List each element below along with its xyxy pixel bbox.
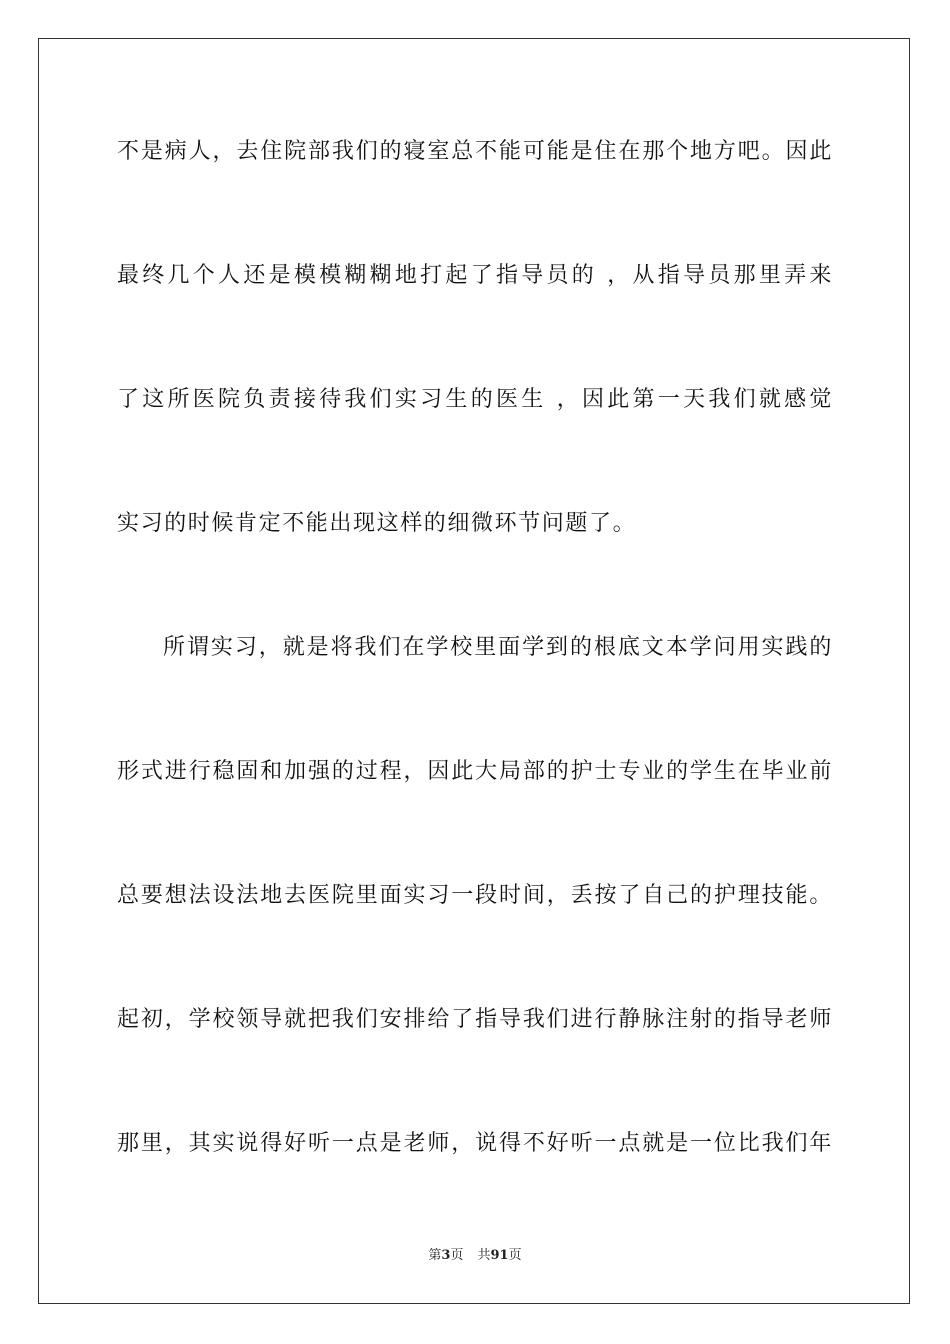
paragraph-line-3: 了这所医院负责接待我们实习生的医生 ，因此第一天我们就感觉 (117, 387, 833, 412)
page-prefix: 第 (428, 1248, 442, 1263)
paragraph-line-8: 起初，学校领导就把我们安排给了指导我们进行静脉注射的指导老师 (117, 1007, 833, 1032)
paragraph-line-6: 形式进行稳固和加强的过程，因此大局部的护士专业的学生在毕业前 (117, 759, 833, 784)
total-suffix: 页 (508, 1248, 522, 1263)
total-prefix: 共 (477, 1248, 491, 1263)
paragraph-line-5: 所谓实习，就是将我们在学校里面学到的根底文本学问用实践的 (163, 635, 833, 660)
paragraph-line-2: 最终几个人还是模模糊糊地打起了指导员的 ，从指导员那里弄来 (117, 263, 833, 288)
page-border (38, 38, 910, 1304)
page-footer (0, 1247, 950, 1265)
page-number: 3 (441, 1248, 451, 1263)
paragraph-line-1: 不是病人，去住院部我们的寝室总不能可能是住在那个地方吧。因此 (117, 139, 833, 164)
paragraph-line-9: 那里，其实说得好听一点是老师，说得不好听一点就是一位比我们年 (117, 1131, 833, 1156)
total-pages: 91 (490, 1248, 509, 1263)
paragraph-line-4: 实习的时候肯定不能出现这样的细微环节问题了。 (117, 511, 637, 536)
page-suffix: 页 (450, 1248, 464, 1263)
paragraph-line-7: 总要想法设法地去医院里面实习一段时间，丢按了自己的护理技能。 (117, 883, 833, 908)
